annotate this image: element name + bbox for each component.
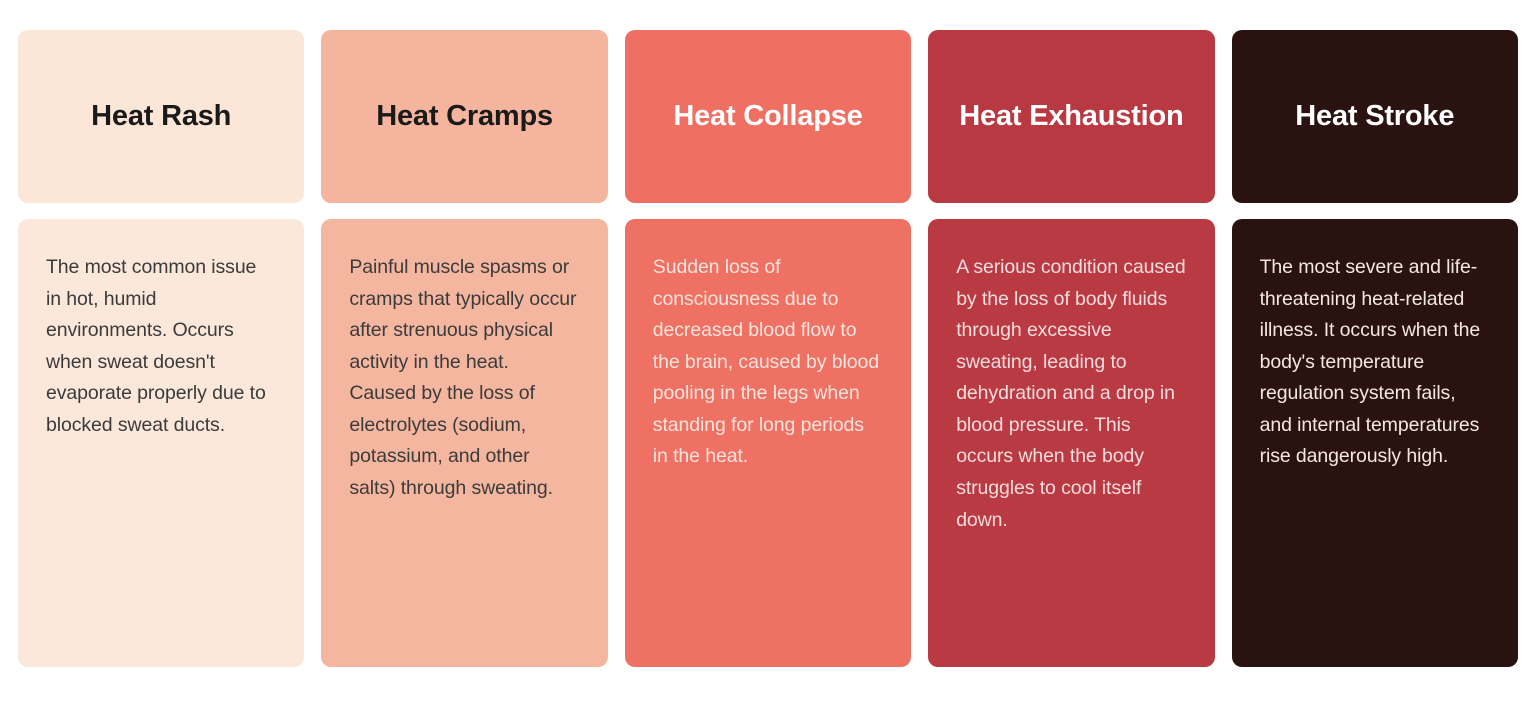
card-title: Heat Cramps — [376, 99, 553, 132]
body-card-heat-rash — [18, 219, 304, 667]
header-card-heat-rash[interactable] — [18, 30, 304, 203]
card-title: Heat Rash — [91, 99, 232, 132]
header-card-heat-cramps[interactable] — [321, 30, 607, 203]
column-heat-collapse — [625, 30, 911, 667]
header-card-heat-collapse[interactable] — [625, 30, 911, 203]
card-title: Heat Exhaustion — [959, 99, 1184, 132]
card-grid — [18, 30, 1518, 667]
column-heat-stroke — [1232, 30, 1518, 667]
column-heat-cramps — [321, 30, 607, 667]
card-title: Heat Collapse — [673, 99, 863, 132]
column-heat-exhaustion — [928, 30, 1214, 667]
card-description: Painful muscle spasms or cramps that typically occur after strenuous physical activity in the heat. Caused by the loss of electrolytes (sodium, potassium, and other salts) through sweating. — [349, 256, 577, 500]
card-description: The most common issue in hot, humid environments. Occurs when sweat doesn't evaporate properly due to blocked sweat ducts. — [46, 256, 266, 436]
header-card-heat-stroke[interactable] — [1232, 30, 1518, 203]
body-card-heat-stroke — [1232, 219, 1518, 667]
card-title: Heat Stroke — [1295, 99, 1455, 132]
column-heat-rash — [18, 30, 304, 667]
header-card-heat-exhaustion[interactable] — [928, 30, 1214, 203]
card-description: Sudden loss of consciousness due to decreased blood flow to the brain, caused by blood pooling in the legs when standing for long periods in the heat. — [652, 256, 879, 468]
card-description: The most severe and life-threatening heat-related illness. It occurs when the body's temperature regulation system fails, and internal temperatures rise dangerously high. — [1259, 256, 1481, 468]
card-description: A serious condition caused by the loss of body fluids through excessive sweating, leading to dehydration and a drop in blood pressure. This occurs when the body struggles to cool itself down. — [956, 256, 1186, 531]
body-card-heat-exhaustion — [928, 219, 1214, 667]
body-card-heat-cramps — [321, 219, 607, 667]
body-card-heat-collapse — [625, 219, 911, 667]
